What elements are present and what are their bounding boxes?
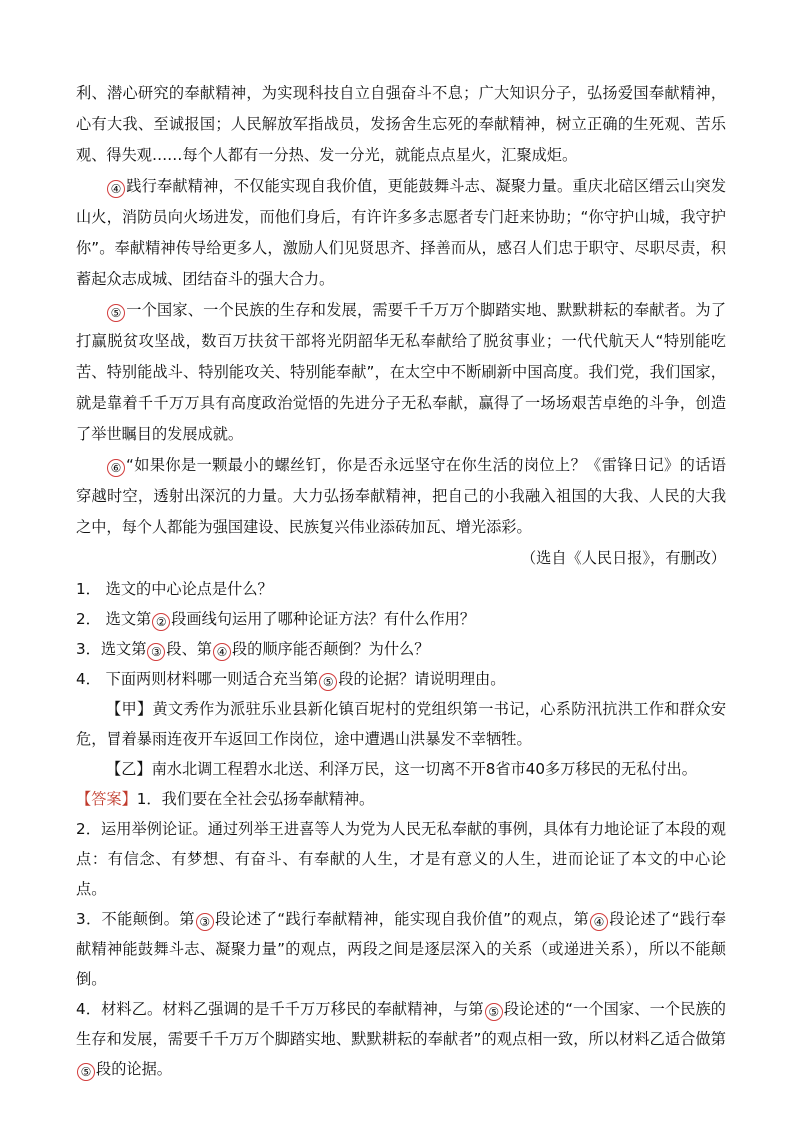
material-yi: 【乙】南水北调工程碧水北送、利泽万民，这一切离不开8省市40多万移民的无私付出。 xyxy=(106,760,697,778)
question-4 xyxy=(76,664,726,694)
paragraph-6 xyxy=(76,450,726,543)
answer-4-text-c: 段的论据。 xyxy=(96,1060,172,1078)
paragraph-continued: 利、潜心研究的奉献精神，为实现科技自立自强奋斗不息；广大知识分子，弘扬爱国奉献精神，心有大我、至诚报国；人民解放军指战员，发扬舍生忘死的奉献精神，树立正确的生死观、苦乐观、得失观……每个人都有一分热、发一分光，就能点点星火，汇聚成炬。 xyxy=(76,84,726,164)
answer-3-text-c: 段论述了“践行奉献精神能鼓舞斗志、凝聚力量”的观点，两段之间是逐层深入的关系（或递进关系），所以不能颠倒。 xyxy=(76,910,726,988)
question-2-text-a: 2． 选文第 xyxy=(76,610,152,628)
question-3-text-a: 3．选文第 xyxy=(76,640,147,658)
question-2 xyxy=(76,604,726,634)
circled-number: ③ xyxy=(196,913,214,931)
circled-number: ④ xyxy=(213,643,231,661)
document-page xyxy=(76,78,726,1084)
circled-number: ⑥ xyxy=(107,459,125,477)
answer-2: 2．运用举例论证。通过列举王进喜等人为党为人民无私奉献的事例，具体有力地论证了本段的观点：有信念、有梦想、有奋斗、有奉献的人生，才是有意义的人生，进而论证了本文的中心论点。 xyxy=(76,820,726,898)
circled-number: ⑤ xyxy=(107,304,125,322)
paragraph-5 xyxy=(76,295,726,450)
answers xyxy=(76,784,726,1084)
answer-3-text-b: 段论述了“践行奉献精神，能实现自我价值”的观点，第 xyxy=(214,910,589,928)
question-3 xyxy=(76,634,726,664)
answer-1 xyxy=(76,784,726,814)
circled-number: ③ xyxy=(147,643,165,661)
answer-3-text-a: 3．不能颠倒。第 xyxy=(76,910,195,928)
circled-number: ⑤ xyxy=(77,1063,95,1081)
answer-4-text-b: 段论述的“一个国家、一个民族的生存和发展，需要千千万万个脚踏实地、默默耕耘的奉献者”的观点相一致，所以材料乙适合做第 xyxy=(76,1000,726,1048)
answer-4 xyxy=(76,994,726,1084)
answer-3 xyxy=(76,904,726,994)
circled-number: ② xyxy=(152,613,170,631)
paragraph-4-text: 践行奉献精神，不仅能实现自我价值，更能鼓舞斗志、凝聚力量。重庆北碚区缙云山突发山火，消防员向火场进发，而他们身后，有许许多多志愿者专门赶来协助；“你守护山城，我守护你”。奉献精神传导给更多人，激励人们见贤思齐、择善而从，感召人们忠于职守、尽职尽责，积蓄起众志成城、团结奋斗的强大合力。 xyxy=(76,177,726,288)
question-3-text-b: 段、第 xyxy=(166,640,212,658)
circled-number: ④ xyxy=(590,913,608,931)
paragraph-5-text: 一个国家、一个民族的生存和发展，需要千千万万个脚踏实地、默默耕耘的奉献者。为了打赢脱贫攻坚战，数百万扶贫干部将光阴韶华无私奉献给了脱贫事业；一代代航天人“特别能吃苦、特别能战斗、特别能攻关、特别能奉献”，在太空中不断刷新中国高度。我们党，我们国家，就是靠着千千万万具有高度政治觉悟的先进分子无私奉献，赢得了一场场艰苦卓绝的斗争，创造了举世瞩目的发展成就。 xyxy=(76,301,726,443)
circled-number: ⑤ xyxy=(485,1003,503,1021)
question-1: 1． 选文的中心论点是什么？ xyxy=(76,580,273,598)
answer-1-text: 1．我们要在全社会弘扬奉献精神。 xyxy=(136,790,375,808)
answer-label: 【答案】 xyxy=(76,790,137,808)
material-jia: 【甲】黄文秀作为派驻乐业县新化镇百坭村的党组织第一书记，心系防汛抗洪工作和群众安危，冒着暴雨连夜开车返回工作岗位，途中遭遇山洪暴发不幸牺牲。 xyxy=(76,700,726,748)
question-4-text-a: 4． 下面两则材料哪一则适合充当第 xyxy=(76,670,319,688)
paragraph-4 xyxy=(76,171,726,295)
paragraph-6-text: “如果你是一颗最小的螺丝钉，你是否永远坚守在你生活的岗位上？《雷锋日记》的话语穿越时空，透射出深沉的力量。大力弘扬奉献精神，把自己的小我融入祖国的大我、人民的大我之中，每个人都能为强国建设、民族复兴伟业添砖加瓦、增光添彩。 xyxy=(76,456,726,536)
question-3-text-c: 段的顺序能否颠倒？为什么？ xyxy=(231,640,430,658)
question-4-text-b: 段的论据？请说明理由。 xyxy=(338,670,506,688)
question-2-text-b: 段画线句运用了哪种论证方法？有什么作用？ xyxy=(171,610,475,628)
circled-number: ④ xyxy=(107,180,125,198)
answer-4-text-a: 4．材料乙。材料乙强调的是千千万万移民的奉献精神，与第 xyxy=(76,1000,484,1018)
questions xyxy=(76,574,726,784)
source-citation: （选自《人民日报》，有删改） xyxy=(520,549,726,567)
circled-number: ⑤ xyxy=(319,673,337,691)
